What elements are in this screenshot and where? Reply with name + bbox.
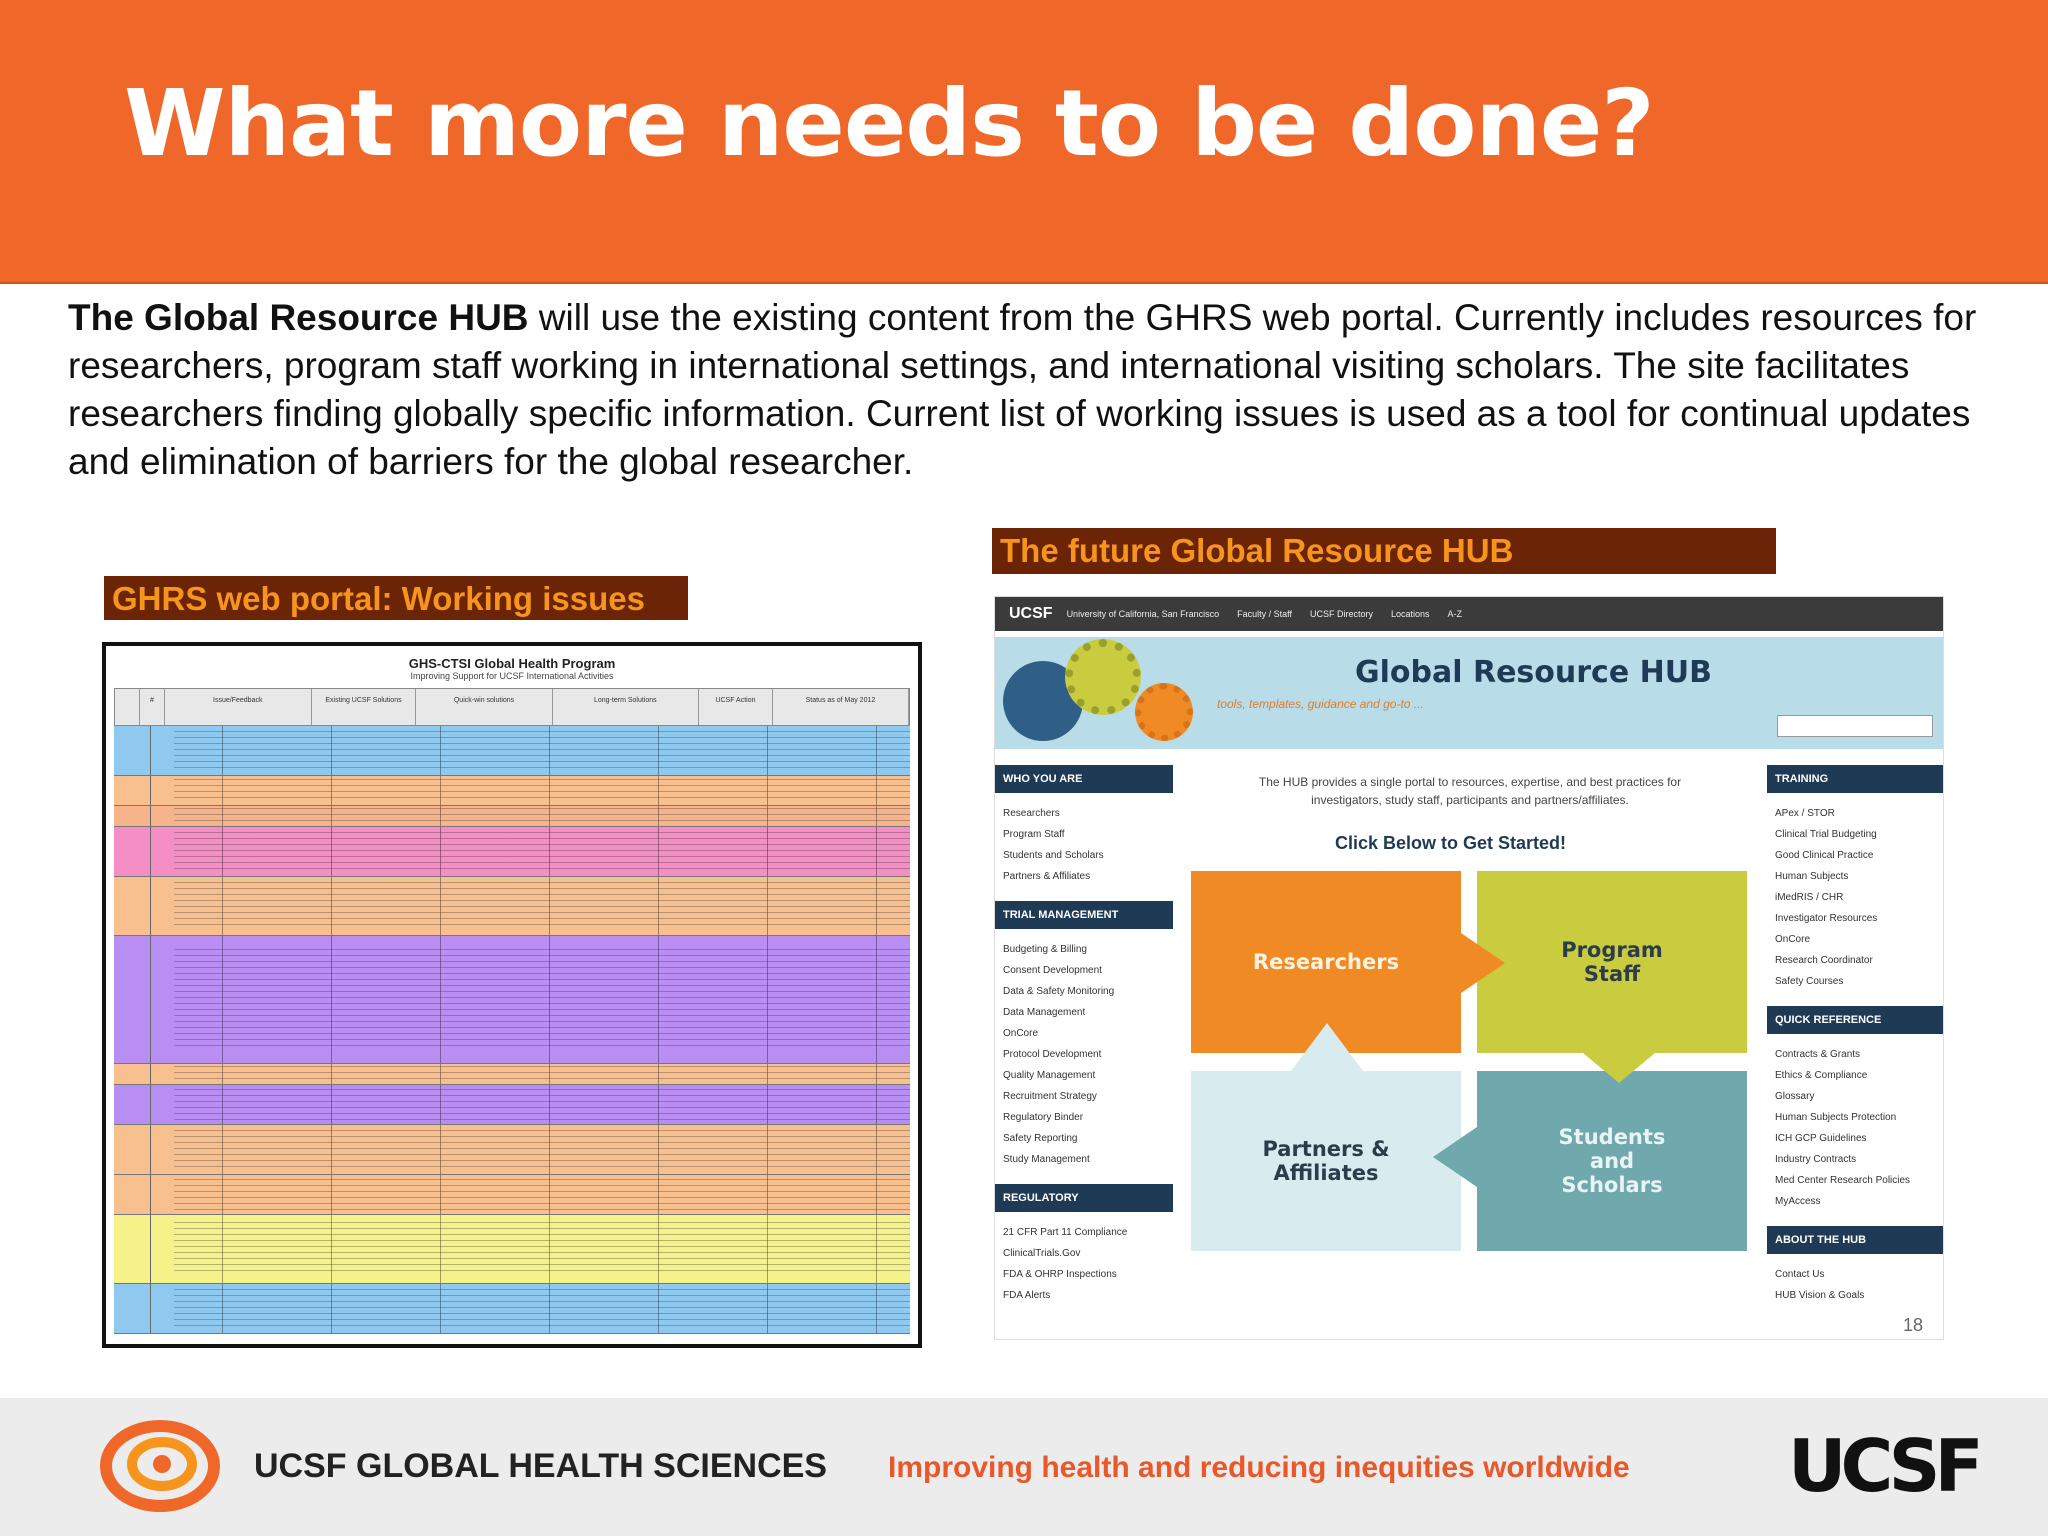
ucsf-nav-logo[interactable]: UCSF [1009,605,1053,622]
sidebar-link[interactable]: Protocol Development [1003,1049,1102,1060]
sidebar-link[interactable]: OnCore [1775,934,1811,945]
ucsf-logo: UCSF [1788,1424,1978,1508]
sidebar-link[interactable]: 21 CFR Part 11 Compliance [1003,1227,1128,1238]
sidebar-link[interactable]: Good Clinical Practice [1775,850,1874,861]
nav-link[interactable]: Faculty / Staff [1237,609,1292,619]
sidebar-link[interactable]: Human Subjects [1775,871,1849,882]
page-number: 18 [1903,1315,1924,1335]
sidebar-link[interactable]: ICH GCP Guidelines [1775,1133,1867,1144]
sidebar-link[interactable]: Students and Scholars [1003,850,1104,861]
program-staff-tile[interactable]: Program Staff [1477,871,1747,1053]
partners-affiliates-tile[interactable]: Partners & Affiliates [1191,1071,1461,1251]
spreadsheet-col-header: # [140,689,165,725]
students-scholars-tile[interactable]: Students and Scholars [1477,1071,1747,1251]
sidebar-link[interactable]: iMedRIS / CHR [1775,892,1844,903]
spreadsheet-col-header: Existing UCSF Solutions [312,689,417,725]
spreadsheet-col-header: Quick-win solutions [416,689,552,725]
spreadsheet-subtitle: Improving Support for UCSF International Activities [410,671,614,681]
sidebar-link[interactable]: MyAccess [1775,1196,1821,1207]
nav-link[interactable]: A-Z [1447,609,1463,619]
hub-subtitle: tools, templates, guidance and go-to ... [1217,697,1424,711]
sidebar-link[interactable]: Clinical Trial Budgeting [1775,829,1877,840]
sidebar-link[interactable]: APex / STOR [1775,808,1835,819]
sidebar-heading: TRAINING [1767,765,1944,793]
gear-icon [1135,683,1193,741]
sidebar-link[interactable]: Investigator Resources [1775,913,1878,924]
get-started-heading: Click Below to Get Started! [1335,833,1567,853]
sidebar-link[interactable]: FDA & OHRP Inspections [1003,1269,1117,1280]
arrow-left-icon [1433,1127,1477,1187]
spreadsheet-col-header: Issue/Feedback [165,689,312,725]
spreadsheet-row-band [114,1125,910,1175]
sidebar-link[interactable]: Recruitment Strategy [1003,1091,1097,1102]
spreadsheet-row-band [114,806,910,827]
footer-tagline: Improving health and reducing inequities worldwide [888,1451,1630,1484]
spreadsheet-row-band [114,776,910,806]
sidebar-link[interactable]: Researchers [1003,808,1060,819]
sidebar-link[interactable]: Regulatory Binder [1003,1112,1084,1123]
nav-link[interactable]: UCSF Directory [1309,609,1373,619]
sidebar-link[interactable]: Data & Safety Monitoring [1003,986,1115,997]
spreadsheet-row-band [114,1215,910,1284]
spreadsheet-col-header: Long-term Solutions [553,689,700,725]
spreadsheet-body [114,726,910,1334]
working-issues-label: GHRS web portal: Working issues [104,576,688,620]
sidebar-link[interactable]: Consent Development [1003,965,1102,976]
hub-left-sidebar [995,765,1173,1320]
spreadsheet-col-header: Status as of May 2012 [773,689,909,725]
sidebar-link[interactable]: OnCore [1003,1028,1039,1039]
spreadsheet-row-band [114,726,910,776]
hub-right-sidebar [1767,765,1944,1320]
sidebar-link[interactable]: FDA Alerts [1003,1290,1051,1301]
sidebar-link[interactable]: Quality Management [1003,1070,1096,1081]
spreadsheet-row-band [114,936,910,1064]
spreadsheet-header [114,688,910,726]
sidebar-link[interactable]: Data Management [1003,1007,1086,1018]
sidebar-link[interactable]: Glossary [1775,1091,1815,1102]
sidebar-link[interactable]: Partners & Affiliates [1003,871,1091,882]
slide-title: What more needs to be done? [124,70,1654,177]
sidebar-link[interactable]: Safety Courses [1775,976,1844,987]
sidebar-link[interactable]: HUB Vision & Goals [1775,1290,1865,1301]
sidebar-link[interactable]: Budgeting & Billing [1003,944,1087,955]
intro-text: will use the existing content from the GHRS web portal. Currently includes resources for researchers, program staff working in international settings, and international visiting scholars. The site facilitates researchers finding globally specific information. Current list of working issues is used as a tool for continual updates and elimination of barriers for the global researcher. [68,297,1977,482]
intro-bold: The Global Resource HUB [68,297,529,338]
spreadsheet-row-band [114,1284,910,1334]
sidebar-link[interactable]: Contracts & Grants [1775,1049,1861,1060]
working-issues-spreadsheet [102,642,922,1348]
arrow-down-icon [1583,1053,1655,1083]
spreadsheet-row-band [114,1064,910,1085]
sidebar-link[interactable]: ClinicalTrials.Gov [1003,1248,1081,1259]
intro-paragraph [68,294,1988,486]
ucsf-top-nav [995,597,1943,631]
sidebar-link[interactable]: Industry Contracts [1775,1154,1857,1165]
spreadsheet-col-header [115,689,140,725]
arrow-up-icon [1291,1023,1363,1071]
sidebar-link[interactable]: Human Subjects Protection [1775,1112,1897,1123]
spreadsheet-col-header: UCSF Action [699,689,773,725]
sidebar-heading: TRIAL MANAGEMENT [995,901,1173,929]
sidebar-link[interactable]: Contact Us [1775,1269,1825,1280]
spreadsheet-row-band [114,1175,910,1215]
sidebar-heading: QUICK REFERENCE [1767,1006,1944,1034]
sidebar-link[interactable]: Program Staff [1003,829,1065,840]
hub-website-screenshot [994,596,1944,1340]
spreadsheet-row-band [114,877,910,937]
sidebar-link[interactable]: Safety Reporting [1003,1133,1078,1144]
arrow-right-icon [1461,933,1505,993]
researchers-tile[interactable]: Researchers [1191,871,1461,1053]
sidebar-heading: WHO YOU ARE [995,765,1173,793]
sidebar-link[interactable]: Ethics & Compliance [1775,1070,1868,1081]
nav-link[interactable]: Locations [1391,609,1430,619]
ghs-swirl-logo [100,1416,220,1516]
gear-icon [1065,639,1141,715]
spreadsheet-title: GHS-CTSI Global Health Program [408,656,616,671]
hub-title: Global Resource HUB [1355,655,1712,690]
future-hub-label: The future Global Resource HUB [992,528,1776,574]
hub-description: The HUB provides a single portal to resources, expertise, and best practices for investigators, study staff, participants and partners/affiliates. [1258,775,1682,807]
sidebar-link[interactable]: Research Coordinator [1775,955,1873,966]
sidebar-heading: ABOUT THE HUB [1767,1226,1944,1254]
hub-search-input[interactable] [1777,715,1933,737]
spreadsheet-row-band [114,1085,910,1125]
sidebar-heading: REGULATORY [995,1184,1173,1212]
spreadsheet-row-band [114,827,910,877]
nav-link[interactable]: University of California, San Francisco [1066,609,1220,619]
footer-org-name: UCSF GLOBAL HEALTH SCIENCES [254,1447,827,1485]
sidebar-link[interactable]: Med Center Research Policies [1775,1175,1911,1186]
sidebar-link[interactable]: Study Management [1003,1154,1090,1165]
